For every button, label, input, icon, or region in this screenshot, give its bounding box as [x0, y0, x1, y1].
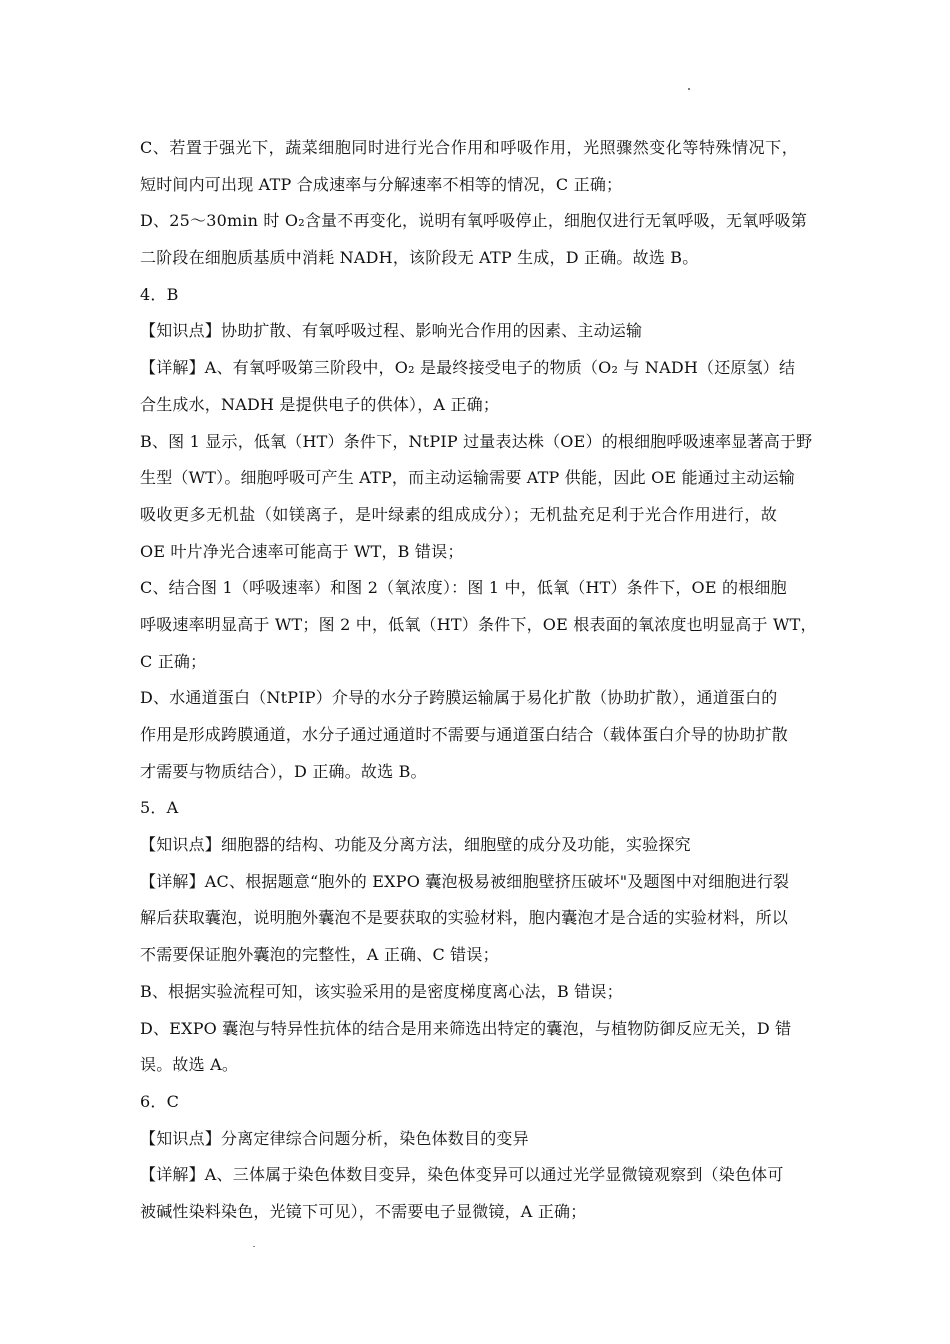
text-line: 被碱性染料染色，光镜下可见），不需要电子显微镜，A 正确；	[140, 1201, 587, 1221]
text-line: 合生成水，NADH 是提供电子的供体），A 正确；	[140, 394, 500, 414]
answer-explanation-text	[140, 130, 820, 1231]
text-line: 解后获取囊泡，说明胞外囊泡不是要获取的实验材料，胞内囊泡才是合适的实验材料，所以	[140, 908, 789, 928]
text-line: D、25～30min 时 O₂含量不再变化，说明有氧呼吸停止，细胞仅进行无氧呼吸，无氧呼吸第	[140, 211, 808, 231]
text-line: 【详解】A、有氧呼吸第三阶段中，O₂ 是最终接受电子的物质（O₂ 与 NADH（还原氢）结	[140, 358, 796, 378]
text-line: C、若置于强光下，蔬菜细胞同时进行光合作用和呼吸作用，光照骤然变化等特殊情况下，	[140, 138, 799, 157]
text-line: 生型（WT）。细胞呼吸可产生 ATP，而主动运输需要 ATP 供能，因此 OE 能通过主动运输	[140, 468, 795, 488]
text-line: 【详解】AC、根据题意“胞外的 EXPO 囊泡极易被细胞壁挤压破坏"及题图中对细胞进行裂	[140, 871, 790, 891]
text-line: B、图 1 显示，低氧（HT）条件下，NtPIP 过量表达株（OE）的根细胞呼吸速率显著高于野	[140, 431, 813, 451]
text-line: 呼吸速率明显高于 WT；图 2 中，低氧（HT）条件下，OE 根表面的氧浓度也明显高于 WT，	[140, 614, 817, 634]
text-line: 吸收更多无机盐（如镁离子，是叶绿素的组成成分）；无机盐充足利于光合作用进行，故	[140, 504, 778, 524]
text-line: 短时间内可出现 ATP 合成速率与分解速率不相等的情况，C 正确；	[140, 174, 623, 194]
text-line: 误。故选 A。	[140, 1055, 239, 1075]
text-line: 才需要与物质结合），D 正确。故选 B。	[140, 761, 427, 781]
text-line: 二阶段在细胞质基质中消耗 NADH，该阶段无 ATP 生成，D 正确。故选 B。	[140, 248, 699, 268]
text-line: 不需要保证胞外囊泡的完整性，A 正确、C 错误；	[140, 945, 499, 965]
question-answer-6: 6．C	[140, 1091, 180, 1111]
page-mark	[253, 1246, 255, 1247]
text-line: B、根据实验流程可知，该实验采用的是密度梯度离心法，B 错误；	[140, 981, 623, 1001]
question-answer-4: 4．B	[140, 284, 179, 304]
text-line: OE 叶片净光合速率可能高于 WT，B 错误；	[140, 541, 464, 561]
page-mark	[688, 88, 690, 90]
text-line: D、EXPO 囊泡与特异性抗体的结合是用来筛选出特定的囊泡，与植物防御反应无关，D 错	[140, 1018, 792, 1038]
knowledge-point: 【知识点】协助扩散、有氧呼吸过程、影响光合作用的因素、主动运输	[140, 321, 643, 341]
text-line: 作用是形成跨膜通道，水分子通过通道时不需要与通道蛋白结合（载体蛋白介导的协助扩散	[140, 725, 789, 744]
question-answer-5: 5．A	[140, 798, 179, 818]
text-line: D、水通道蛋白（NtPIP）介导的水分子跨膜运输属于易化扩散（协助扩散），通道蛋白的	[140, 688, 778, 708]
text-line: C、结合图 1（呼吸速率）和图 2（氧浓度）：图 1 中，低氧（HT）条件下，OE 的根细胞	[140, 578, 787, 598]
knowledge-point: 【知识点】细胞器的结构、功能及分离方法，细胞壁的成分及功能，实验探究	[140, 835, 691, 855]
knowledge-point: 【知识点】分离定律综合问题分析，染色体数目的变异	[140, 1128, 529, 1148]
text-line: 【详解】A、三体属于染色体数目变异，染色体变异可以通过光学显微镜观察到（染色体可	[140, 1165, 784, 1185]
text-line: C 正确；	[140, 651, 207, 671]
